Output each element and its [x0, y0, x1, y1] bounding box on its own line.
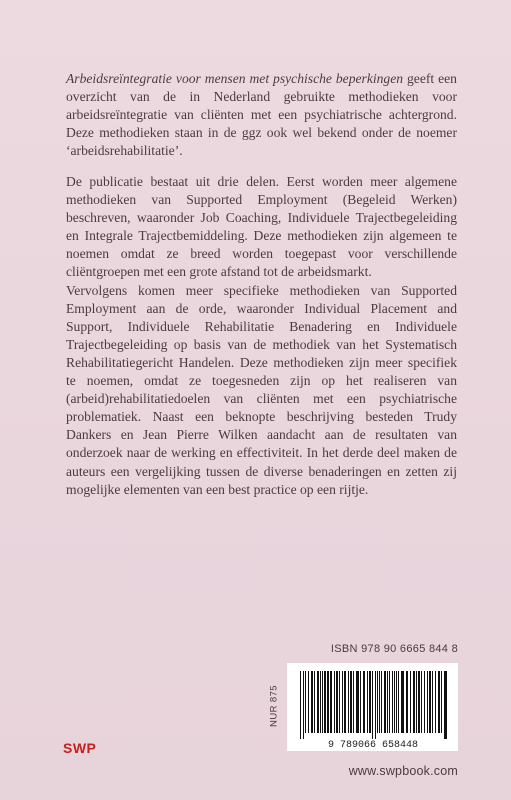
barcode-bar — [394, 671, 395, 733]
description-paragraph-2: Vervolgens komen meer specifieke methodieken van Supported Employment aan de orde, waaronder Individual Placement and Support, Individuele Rehabilitatie Benadering en Individuele Trajectbegeleiding op basis van de methodiek van het Systematisch Rehabilitatiegericht Handelen. Deze methodieken zijn meer specifiek te noemen, omdat ze toegesneden zijn op het realiseren van (arbeid)rehabilitatiedoelen van cliënten met een psychiatrische problematiek. Naast een beknopte beschrijving besteden Trudy Dankers en Jean Pierre Wilken aandacht aan de resultaten van onderzoek naar de werking en effectiviteit. In het derde deel maken de auteurs een vergelijking tussen de diverse benaderingen en zetten zij mogelijke elementen van een best practice op een rijtje. — [66, 282, 457, 497]
barcode-bar — [330, 671, 332, 733]
barcode-bar — [379, 671, 380, 733]
barcode-bar — [339, 671, 340, 733]
barcode-bar — [406, 671, 408, 733]
barcode-bar — [389, 671, 390, 733]
barcode-bar — [369, 671, 371, 733]
barcode-bar — [303, 671, 304, 739]
barcode-bar — [416, 671, 417, 733]
barcode-bar — [348, 671, 349, 733]
barcode-bar — [438, 671, 440, 733]
barcode-bar — [375, 671, 376, 739]
barcode-bar — [432, 671, 433, 733]
barcode-bar — [344, 671, 346, 733]
barcode-bar — [396, 671, 397, 733]
barcode-bar — [427, 671, 428, 733]
barcode-bar — [314, 671, 315, 733]
barcode-bar — [381, 671, 382, 733]
barcode-bar — [356, 671, 359, 733]
barcode-bar — [401, 671, 404, 733]
barcode-bar — [410, 671, 411, 733]
barcode-digits: 9 789066 658448 — [327, 740, 419, 751]
barcode-bar — [308, 671, 309, 733]
nur-label: NUR 875 — [268, 685, 280, 727]
barcode-bar — [387, 671, 388, 733]
barcode-bar — [418, 671, 420, 733]
barcode-bar — [322, 671, 323, 733]
barcode-bar — [435, 671, 436, 733]
barcode-bar — [372, 671, 373, 739]
barcode-bar — [367, 671, 368, 733]
barcode-bar — [384, 671, 386, 733]
barcode-bar — [300, 671, 301, 739]
barcode-bar — [421, 671, 422, 733]
barcode-bar — [424, 671, 425, 733]
book-title: Arbeidsreïntegratie voor mensen met psychische beperkingen — [66, 71, 404, 86]
barcode-bar — [363, 671, 365, 733]
intro-text: geeft een overzicht van de in Nederland gebruikte methodieken voor arbeidsreïntegratie van cliënten met een psychiatrische achtergrond. Deze methodieken staan in de ggz ook wel bekend onder de noemer ‘arbeidsrehabilitatie’. — [66, 71, 457, 159]
intro-paragraph — [66, 70, 457, 160]
barcode-bar — [398, 671, 399, 733]
barcode-bar — [353, 671, 354, 733]
barcode-bar — [336, 671, 338, 733]
barcode — [287, 663, 458, 751]
barcode-bar — [311, 671, 313, 733]
barcode-bar — [413, 671, 415, 733]
barcode-bar — [320, 671, 321, 733]
barcode-bar — [305, 671, 306, 733]
barcode-bar — [377, 671, 378, 733]
barcode-bar — [360, 671, 361, 733]
description-paragraph-1: De publicatie bestaat uit drie delen. Eerst worden meer algemene methodieken van Supported Employment (Begeleid Werken) beschreven, waaronder Job Coaching, Individuele Trajectbegeleiding en Integrale Trajectbemiddeling. Deze methodieken zijn algemeen te noemen omdat ze breed worden toegepast voor verschillende cliëntgroepen met een grote afstand tot de arbeidsmarkt. — [66, 174, 457, 280]
barcode-bar — [444, 671, 447, 739]
barcode-bar — [392, 671, 393, 733]
barcode-graphic — [287, 663, 458, 751]
publisher-logo: SWP — [63, 740, 97, 756]
barcode-bar — [429, 671, 431, 733]
barcode-bar — [324, 671, 326, 733]
isbn-label: ISBN 978 90 6665 844 8 — [330, 643, 458, 655]
website-link[interactable]: www.swpbook.com — [348, 764, 458, 778]
barcode-bar — [350, 671, 352, 733]
barcode-bar — [334, 671, 335, 733]
barcode-bar — [317, 671, 319, 733]
description-body — [66, 173, 457, 499]
barcode-bar — [327, 671, 329, 733]
barcode-bar — [441, 671, 442, 733]
barcode-bar — [342, 671, 343, 733]
